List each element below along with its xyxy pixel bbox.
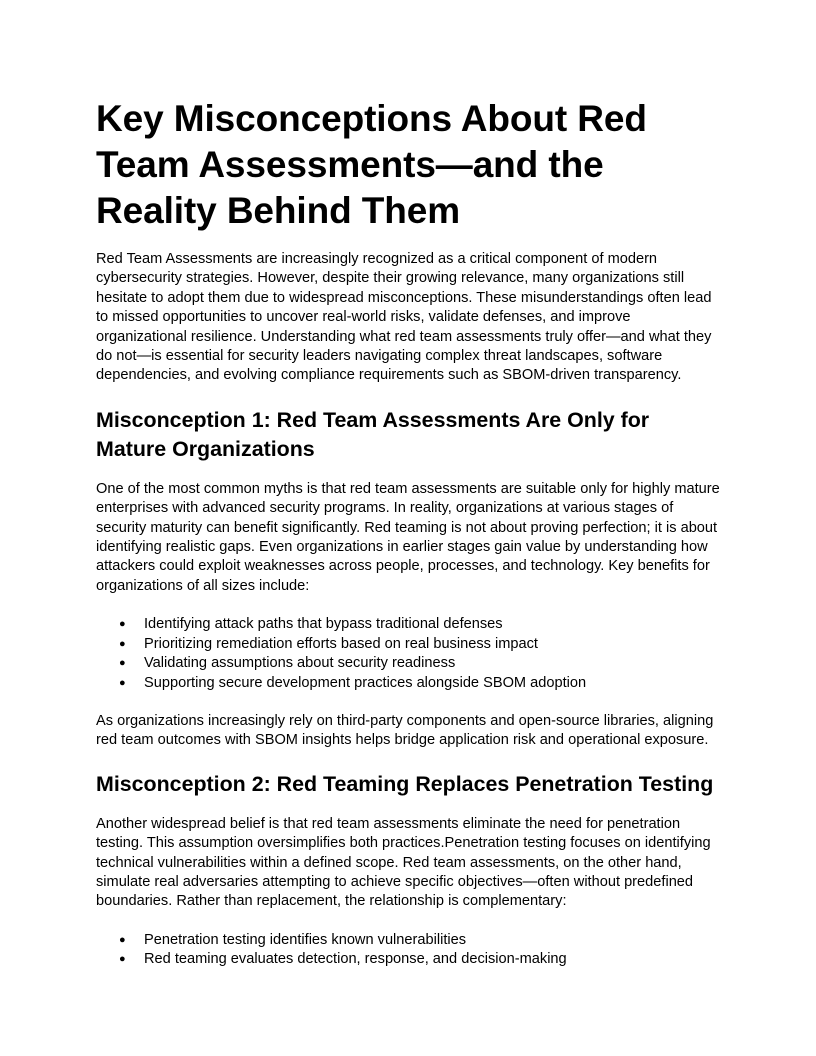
section-1-heading: Misconception 1: Red Team Assessments Are Only for Mature Organizations [96,407,650,461]
list-item: ● Prioritizing remediation efforts based on real business impact [96,635,721,654]
list-item: ● Identifying attack paths that bypass traditional defenses [96,615,721,634]
list-item: ● Validating assumptions about security readiness [96,654,721,673]
section-1-bullet-list [96,615,721,693]
section-2-body: Another widespread belief is that red team assessments eliminate the need for penetration testing. This assumption oversimplifies both practices.Penetration testing focuses on identifying technical vulnerabilities within a defined scope. Red team assessments, on the other hand, simulate real adversaries attempting to achieve specific objectives—often without predefined boundaries. Rather than replacement, the relationship is complementary: [96,815,711,910]
section-1-body: One of the most common myths is that red team assessments are suitable only for highly mature enterprises with advanced security programs. In reality, organizations at various stages of security maturity can benefit significantly. Red teaming is not about proving perfection; it is about identifying realistic gaps. Even organizations in earlier stages gain value by understanding how attackers could exploit weaknesses across people, processes, and technology. Key benefits for organizations of all sizes include: [96,480,720,594]
list-item: ● Red teaming evaluates detection, response, and decision-making [96,950,721,969]
section-1-closing: As organizations increasingly rely on third-party components and open-source libraries, aligning red team outcomes with SBOM insights helps bridge application risk and operational exposure. [96,712,714,749]
section-2-bullet-list [96,931,721,970]
list-item: ● Penetration testing identifies known vulnerabilities [96,931,721,950]
list-item: ● Supporting secure development practices alongside SBOM adoption [96,674,721,693]
document-title: Key Misconceptions About Red Team Assessments—and the Reality Behind Them [96,98,647,231]
document-page [96,96,721,970]
section-2-heading: Misconception 2: Red Teaming Replaces Penetration Testing [96,771,714,796]
intro-paragraph: Red Team Assessments are increasingly recognized as a critical component of modern cybersecurity strategies. However, despite their growing relevance, many organizations still hesitate to adopt them due to widespread misconceptions. These misunderstandings often lead to missed opportunities to uncover real-world risks, validate defenses, and improve organizational resilience. Understanding what red team assessments truly offer—and what they do not—is essential for security leaders navigating complex threat landscapes, software dependencies, and evolving compliance requirements such as SBOM-driven transparency. [96,251,712,384]
